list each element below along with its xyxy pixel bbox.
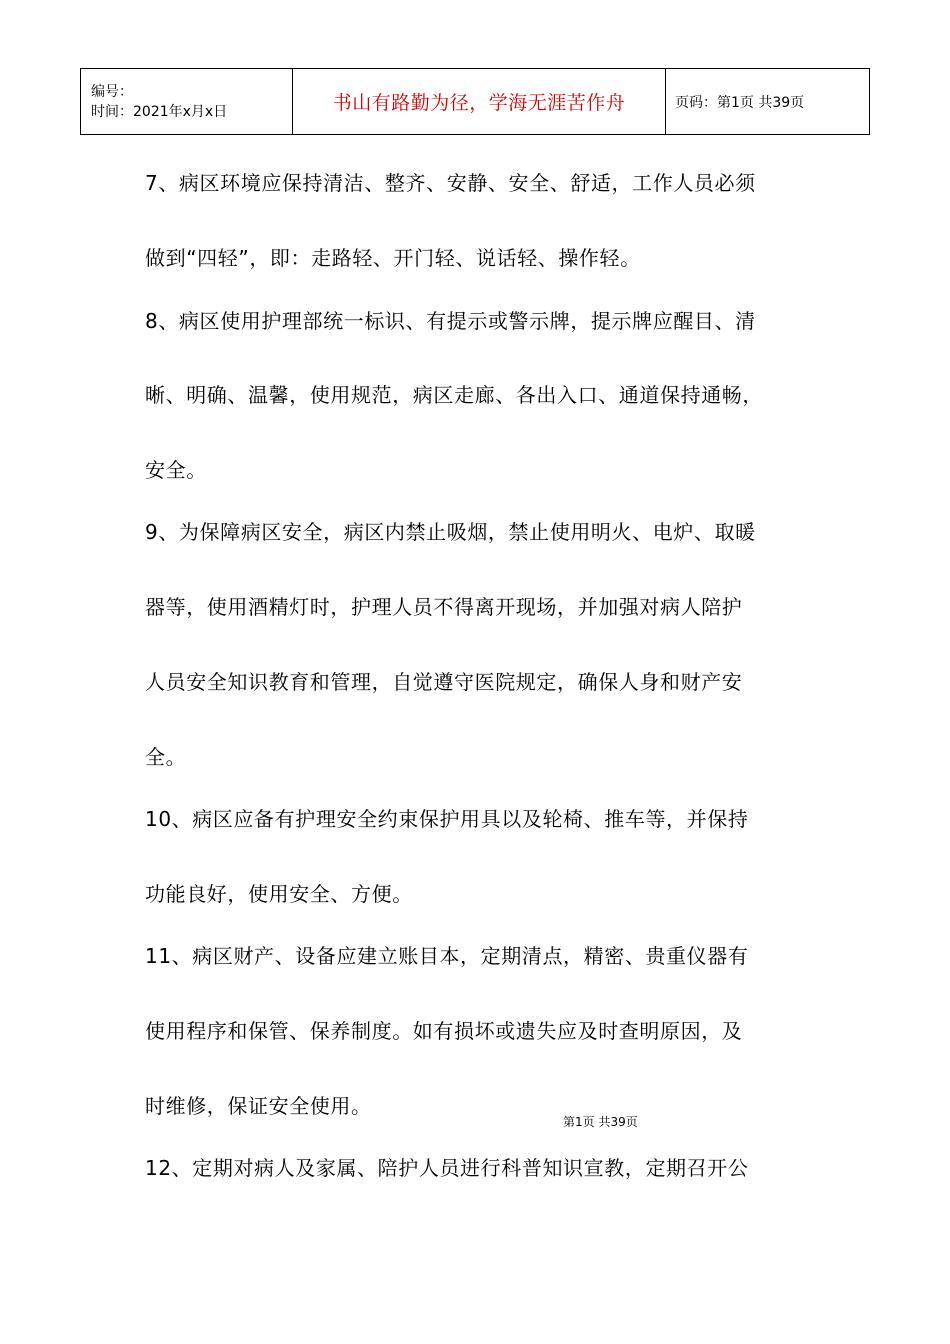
body-line: 10、病区应备有护理安全约束保护用具以及轮椅、推车等，并保持 [145,807,749,831]
document-header [80,68,870,135]
page-footer: 第1页 共39页 [563,1115,638,1129]
body-line: 人员安全知识教育和管理，自觉遵守医院规定，确保人身和财产安 [145,670,743,694]
body-line: 全。 [145,745,187,769]
header-meta-cell [81,69,293,135]
body-line: 功能良好，使用安全、方便。 [145,882,413,906]
document-time-label: 时间：2021年x月x日 [91,103,228,120]
body-line: 器等，使用酒精灯时，护理人员不得离开现场，并加强对病人陪护 [145,595,743,619]
document-number-label: 编号： [91,83,133,100]
body-line: 8、病区使用护理部统一标识、有提示或警示牌，提示牌应醒目、清 [145,309,756,333]
header-page-label: 页码：第1页 共39页 [666,69,870,135]
body-line: 12、定期对病人及家属、陪护人员进行科普知识宣教，定期召开公 [145,1156,749,1180]
body-line: 时维修，保证安全使用。 [145,1094,372,1118]
body-line: 安全。 [145,458,207,482]
body-line: 7、病区环境应保持清洁、整齐、安静、安全、舒适，工作人员必须 [145,171,756,195]
body-line: 做到“四轻”，即：走路轻、开门轻、说话轻、操作轻。 [145,246,641,270]
body-line: 9、为保障病区安全，病区内禁止吸烟，禁止使用明火、电炉、取暖 [145,520,756,544]
body-line: 11、病区财产、设备应建立账目本，定期清点，精密、贵重仪器有 [145,944,749,968]
header-motto: 书山有路勤为径，学海无涯苦作舟 [293,69,666,135]
body-line: 晰、明确、温馨，使用规范，病区走廊、各出入口、通道保持通畅， [145,383,763,407]
body-line: 使用程序和保管、保养制度。如有损坏或遗失应及时查明原因，及 [145,1019,743,1043]
